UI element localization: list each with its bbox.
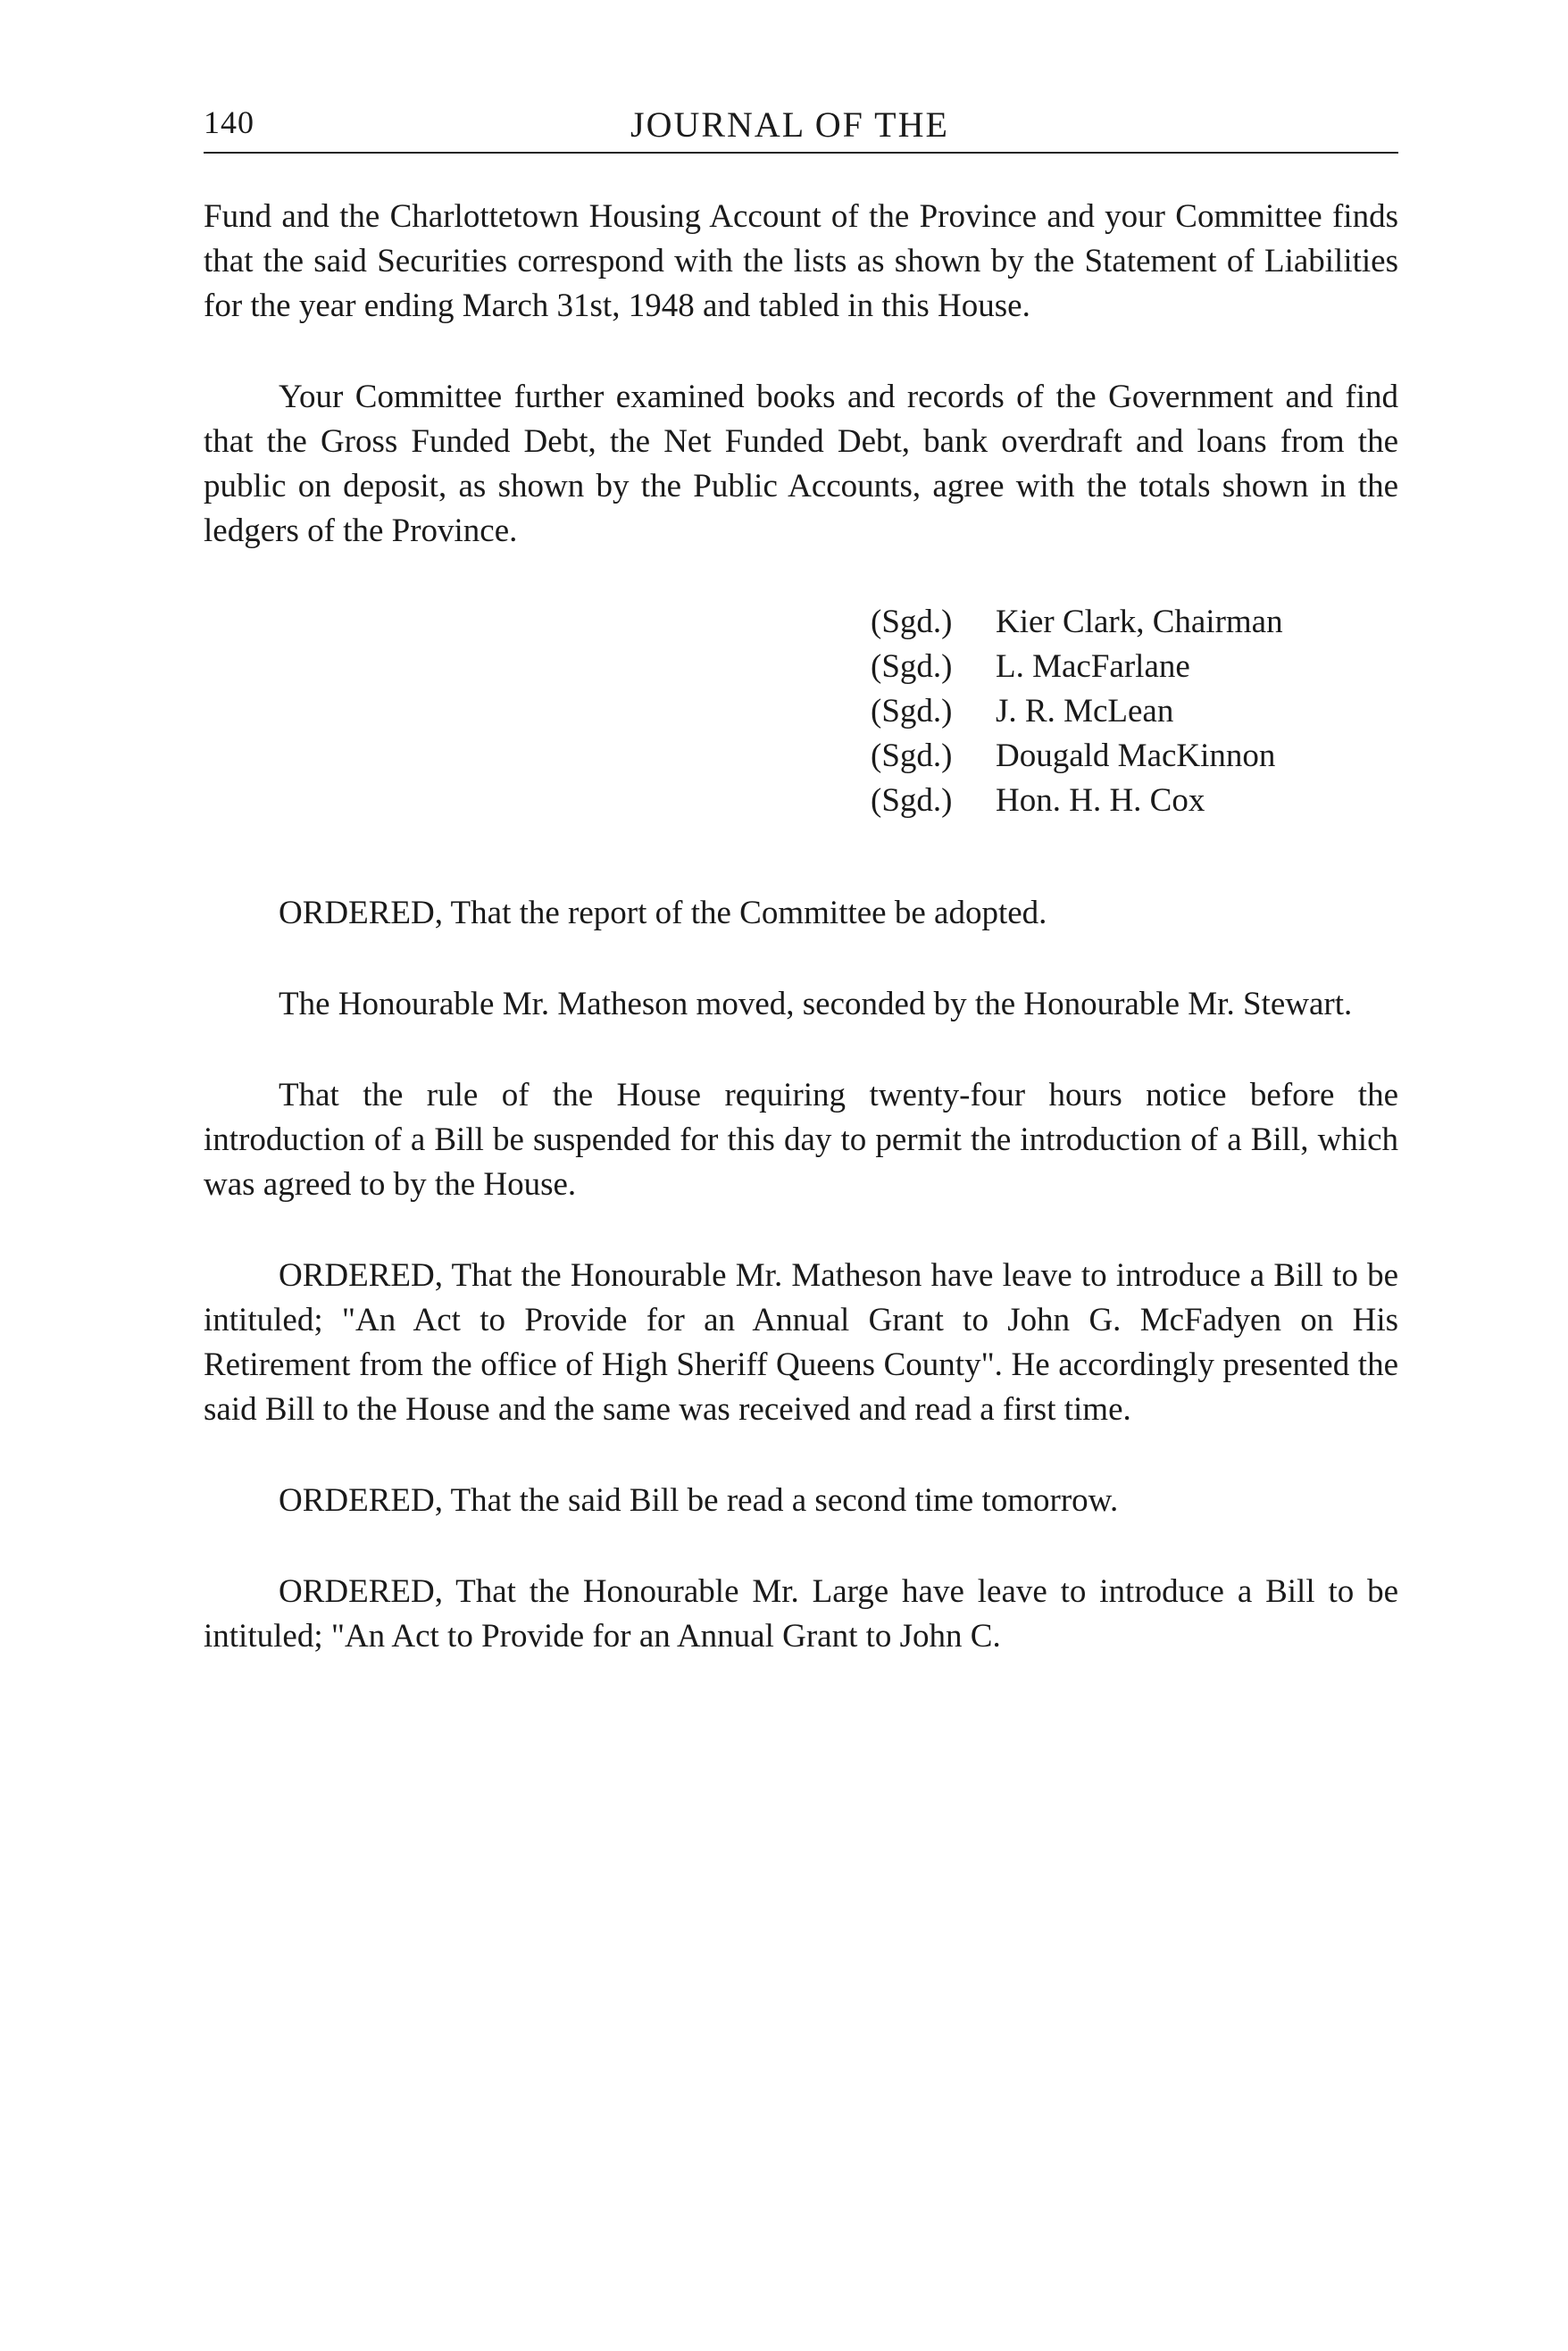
signature-prefix: (Sgd.) <box>871 604 953 640</box>
signature-line <box>871 645 1398 689</box>
paragraph-debt-examination: Your Committee further examined books and records of the Government and find that the Gross Funded Debt, the Net Funded Debt, bank overdraft and loans from the public on deposit, as shown by the Public Accounts, agree with the totals shown in the ledgers of the Province. <box>204 379 1398 549</box>
signature-prefix: (Sgd.) <box>871 693 953 729</box>
paragraph-rule-suspended: That the rule of the House requiring twenty-four hours notice before the introduction of a Bill be suspended for this day to permit the introduction of a Bill, which was agreed to by the House. <box>204 1077 1398 1203</box>
signature-prefix: (Sgd.) <box>871 738 953 774</box>
page-number: 140 <box>204 104 254 140</box>
signature-line <box>871 600 1398 645</box>
page-header <box>204 100 1398 154</box>
running-head: JOURNAL OF THE <box>630 104 949 145</box>
signatory-name: L. MacFarlane <box>996 648 1190 685</box>
journal-body <box>204 195 1398 1705</box>
paragraph-motion: The Honourable Mr. Matheson moved, seconded by the Honourable Mr. Stewart. <box>279 986 1353 1022</box>
signature-line <box>871 734 1398 779</box>
signature-line <box>871 779 1398 823</box>
paragraph-report-adopted: ORDERED, That the report of the Committee be adopted. <box>279 895 1047 931</box>
signature-prefix: (Sgd.) <box>871 782 953 819</box>
signature-line <box>871 689 1398 734</box>
paragraph-large-bill: ORDERED, That the Honourable Mr. Large have leave to introduce a Bill to be intituled; "An Act to Provide for an Annual Grant to John C. <box>204 1573 1398 1655</box>
signatory-name: Kier Clark, Chairman <box>996 604 1283 640</box>
signature-block <box>871 600 1398 823</box>
paragraph-second-reading: ORDERED, That the said Bill be read a second time tomorrow. <box>279 1482 1119 1519</box>
paragraph-securities: Fund and the Charlottetown Housing Account of the Province and your Committee finds that the said Securities correspond with the lists as shown by the Statement of Liabilities for the year ending March 31st, 1948 and tabled in this House. <box>204 198 1398 324</box>
signatory-name: J. R. McLean <box>996 693 1174 729</box>
paragraph-matheson-bill: ORDERED, That the Honourable Mr. Matheson have leave to introduce a Bill to be intituled; "An Act to Provide for an Annual Grant to John G. McFadyen on His Retirement from the office of High Sheriff Queens County". He accordingly presented the said Bill to the House and the same was received and read a first time. <box>204 1257 1398 1428</box>
signatory-name: Hon. H. H. Cox <box>996 782 1205 819</box>
signature-prefix: (Sgd.) <box>871 648 953 685</box>
signatory-name: Dougald MacKinnon <box>996 738 1276 774</box>
